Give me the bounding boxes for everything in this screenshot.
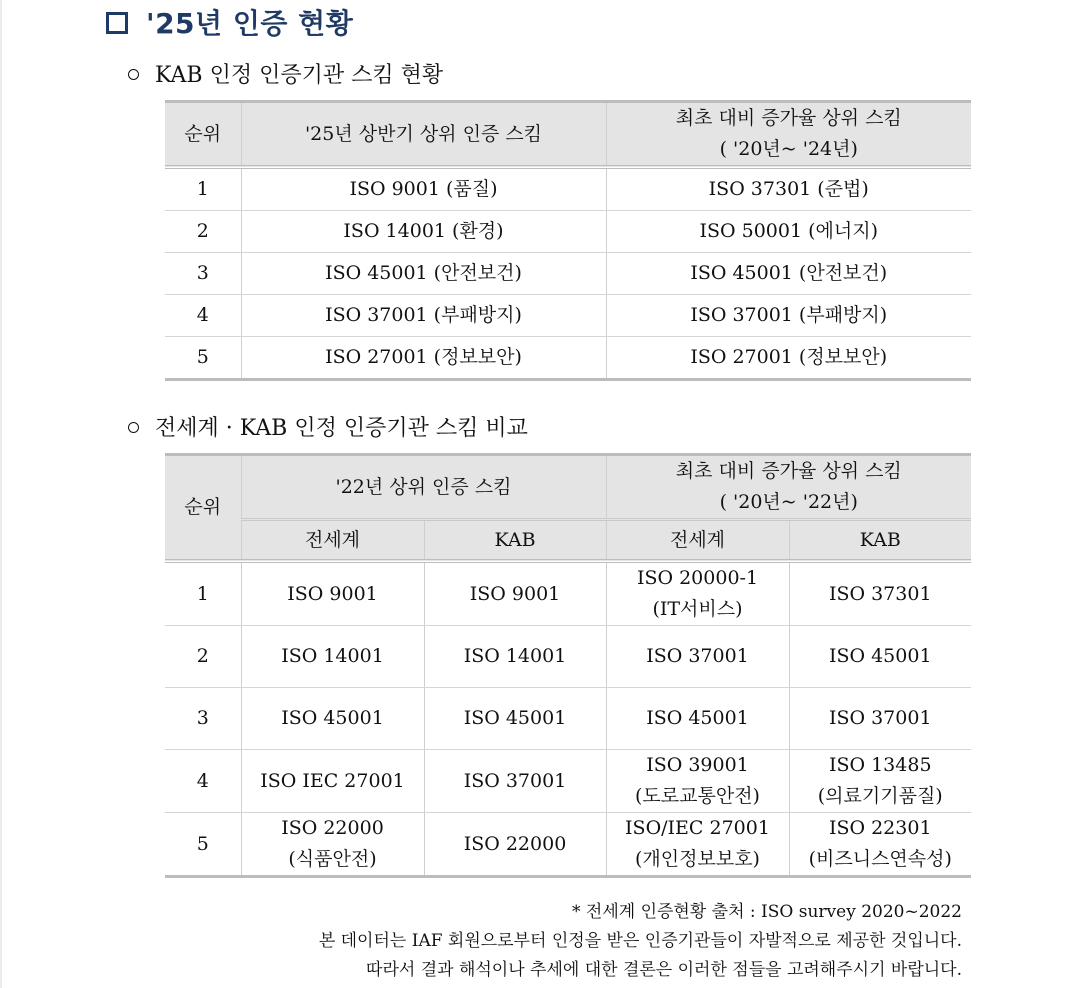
scheme-line: ISO/IEC 27001	[625, 817, 770, 839]
page-title	[106, 2, 353, 42]
top-kab-cell	[424, 750, 606, 813]
growth-kab-cell	[789, 626, 971, 688]
top-kab-cell	[424, 561, 606, 626]
growth-world-cell	[606, 626, 789, 688]
subheader-growth-kab: KAB	[789, 520, 971, 562]
scheme-desc-line: (의료기기품질)	[817, 785, 943, 807]
rank-cell: 2	[165, 626, 241, 688]
scheme-line: ISO 37301	[828, 582, 932, 605]
growth-world-cell	[606, 750, 789, 813]
table-row	[165, 167, 971, 211]
scheme-line: ISO 14001	[463, 645, 567, 667]
header-growth-line1: 최초 대비 증가율 상위 스킴	[675, 460, 902, 482]
rank-cell: 5	[165, 813, 241, 877]
top-world-cell	[241, 688, 424, 750]
top-world-cell	[241, 561, 424, 626]
scheme-line: ISO 14001	[281, 645, 384, 667]
scheme-desc-line: (비즈니스연속성)	[808, 848, 952, 870]
top-kab-cell	[424, 688, 606, 750]
scheme-line: ISO 13485	[828, 754, 932, 776]
footnote-disclaimer-2: 따라서 결과 해석이나 추세에 대한 결론은 이러한 점들을 고려해주시기 바랍니다.	[366, 960, 962, 980]
page-title-text: '25년 인증 현황	[146, 7, 354, 40]
header-top-schemes: '25년 상반기 상위 인증 스킴	[241, 102, 606, 168]
subheader-top-world: 전세계	[241, 520, 424, 562]
table-row	[165, 561, 971, 626]
header-growth-line1: 최초 대비 증가율 상위 스킴	[675, 107, 902, 129]
header-growth-schemes	[606, 102, 971, 168]
scheme-line: ISO 39001	[646, 754, 749, 776]
table-row	[165, 211, 971, 253]
growth-scheme-cell: ISO 37301 (준법)	[606, 167, 971, 211]
kab-scheme-status-table	[165, 100, 971, 381]
footnote-disclaimer-1: 본 데이터는 IAF 회원으로부터 인정을 받은 인증기관들이 자발적으로 제공한 것입니다.	[318, 931, 962, 951]
scheme-desc-line: (식품안전)	[288, 848, 377, 870]
rank-cell: 4	[165, 750, 241, 813]
header-growth-line2: ( '20년~ '24년)	[719, 138, 858, 160]
growth-kab-cell	[789, 750, 971, 813]
section-heading-text: 전세계 · KAB 인정 인증기관 스킴 비교	[155, 415, 528, 441]
scheme-line: ISO 20000-1	[636, 567, 759, 589]
growth-world-cell	[606, 688, 789, 750]
top-world-cell	[241, 813, 424, 877]
top-world-cell	[241, 750, 424, 813]
page-left-edge	[0, 0, 2, 988]
top-scheme-cell: ISO 9001 (품질)	[241, 167, 606, 211]
rank-cell: 4	[165, 295, 241, 337]
rank-cell: 5	[165, 337, 241, 380]
scheme-line: ISO 45001	[828, 645, 932, 667]
scheme-line: ISO 45001	[463, 707, 567, 729]
scheme-line: ISO 45001	[646, 707, 749, 729]
top-scheme-cell: ISO 37001 (부패방지)	[241, 295, 606, 337]
scheme-line: ISO 22000	[463, 832, 567, 855]
header-top-schemes-2022: '22년 상위 인증 스킴	[241, 455, 606, 520]
top-scheme-cell: ISO 14001 (환경)	[241, 211, 606, 253]
growth-kab-cell	[789, 813, 971, 877]
subheader-top-kab: KAB	[424, 520, 606, 562]
table-row	[165, 337, 971, 380]
top-scheme-cell: ISO 45001 (안전보건)	[241, 253, 606, 295]
top-kab-cell	[424, 813, 606, 877]
scheme-line: ISO 37001	[463, 769, 567, 792]
world-kab-comparison-table	[165, 453, 971, 878]
scheme-desc-line: (도로교통안전)	[635, 785, 760, 807]
scheme-line: ISO 37001	[828, 707, 932, 729]
section-heading-text: KAB 인정 인증기관 스킴 현황	[155, 62, 444, 88]
subheader-growth-world: 전세계	[606, 520, 789, 562]
rank-cell: 2	[165, 211, 241, 253]
header-rank: 순위	[165, 102, 241, 168]
section-heading-kab-status	[128, 56, 443, 90]
rank-cell: 3	[165, 253, 241, 295]
table-row	[165, 750, 971, 813]
rank-cell: 3	[165, 688, 241, 750]
header-growth-line2: ( '20년~ '22년)	[719, 491, 858, 513]
table-row	[165, 295, 971, 337]
rank-cell: 1	[165, 561, 241, 626]
rank-cell: 1	[165, 167, 241, 211]
growth-world-cell	[606, 561, 789, 626]
growth-world-cell	[606, 813, 789, 877]
table-row	[165, 813, 971, 877]
growth-scheme-cell: ISO 50001 (에너지)	[606, 211, 971, 253]
top-scheme-cell: ISO 27001 (정보보안)	[241, 337, 606, 380]
scheme-line: ISO 9001	[469, 582, 561, 605]
growth-scheme-cell: ISO 45001 (안전보건)	[606, 253, 971, 295]
scheme-line: ISO 22301	[828, 817, 932, 839]
checkbox-square-icon	[106, 12, 128, 34]
top-world-cell	[241, 626, 424, 688]
growth-scheme-cell: ISO 27001 (정보보안)	[606, 337, 971, 380]
header-growth-schemes	[606, 455, 971, 520]
scheme-line: ISO IEC 27001	[260, 769, 405, 792]
footnote-source: * 전세계 인증현황 출처 : ISO survey 2020~2022	[572, 902, 962, 922]
circle-bullet-icon	[128, 422, 139, 433]
table-row	[165, 626, 971, 688]
top-kab-cell	[424, 626, 606, 688]
section-heading-world-kab-compare	[128, 409, 528, 443]
growth-scheme-cell: ISO 37001 (부패방지)	[606, 295, 971, 337]
scheme-line: ISO 37001	[646, 645, 749, 667]
table-row	[165, 253, 971, 295]
scheme-line: ISO 22000	[281, 817, 384, 839]
growth-kab-cell	[789, 688, 971, 750]
circle-bullet-icon	[128, 69, 139, 80]
scheme-desc-line: (IT서비스)	[652, 598, 743, 620]
scheme-desc-line: (개인정보보호)	[635, 848, 760, 870]
header-rank: 순위	[165, 455, 241, 562]
growth-kab-cell	[789, 561, 971, 626]
scheme-line: ISO 9001	[287, 582, 378, 605]
table-row	[165, 688, 971, 750]
scheme-line: ISO 45001	[281, 707, 384, 729]
